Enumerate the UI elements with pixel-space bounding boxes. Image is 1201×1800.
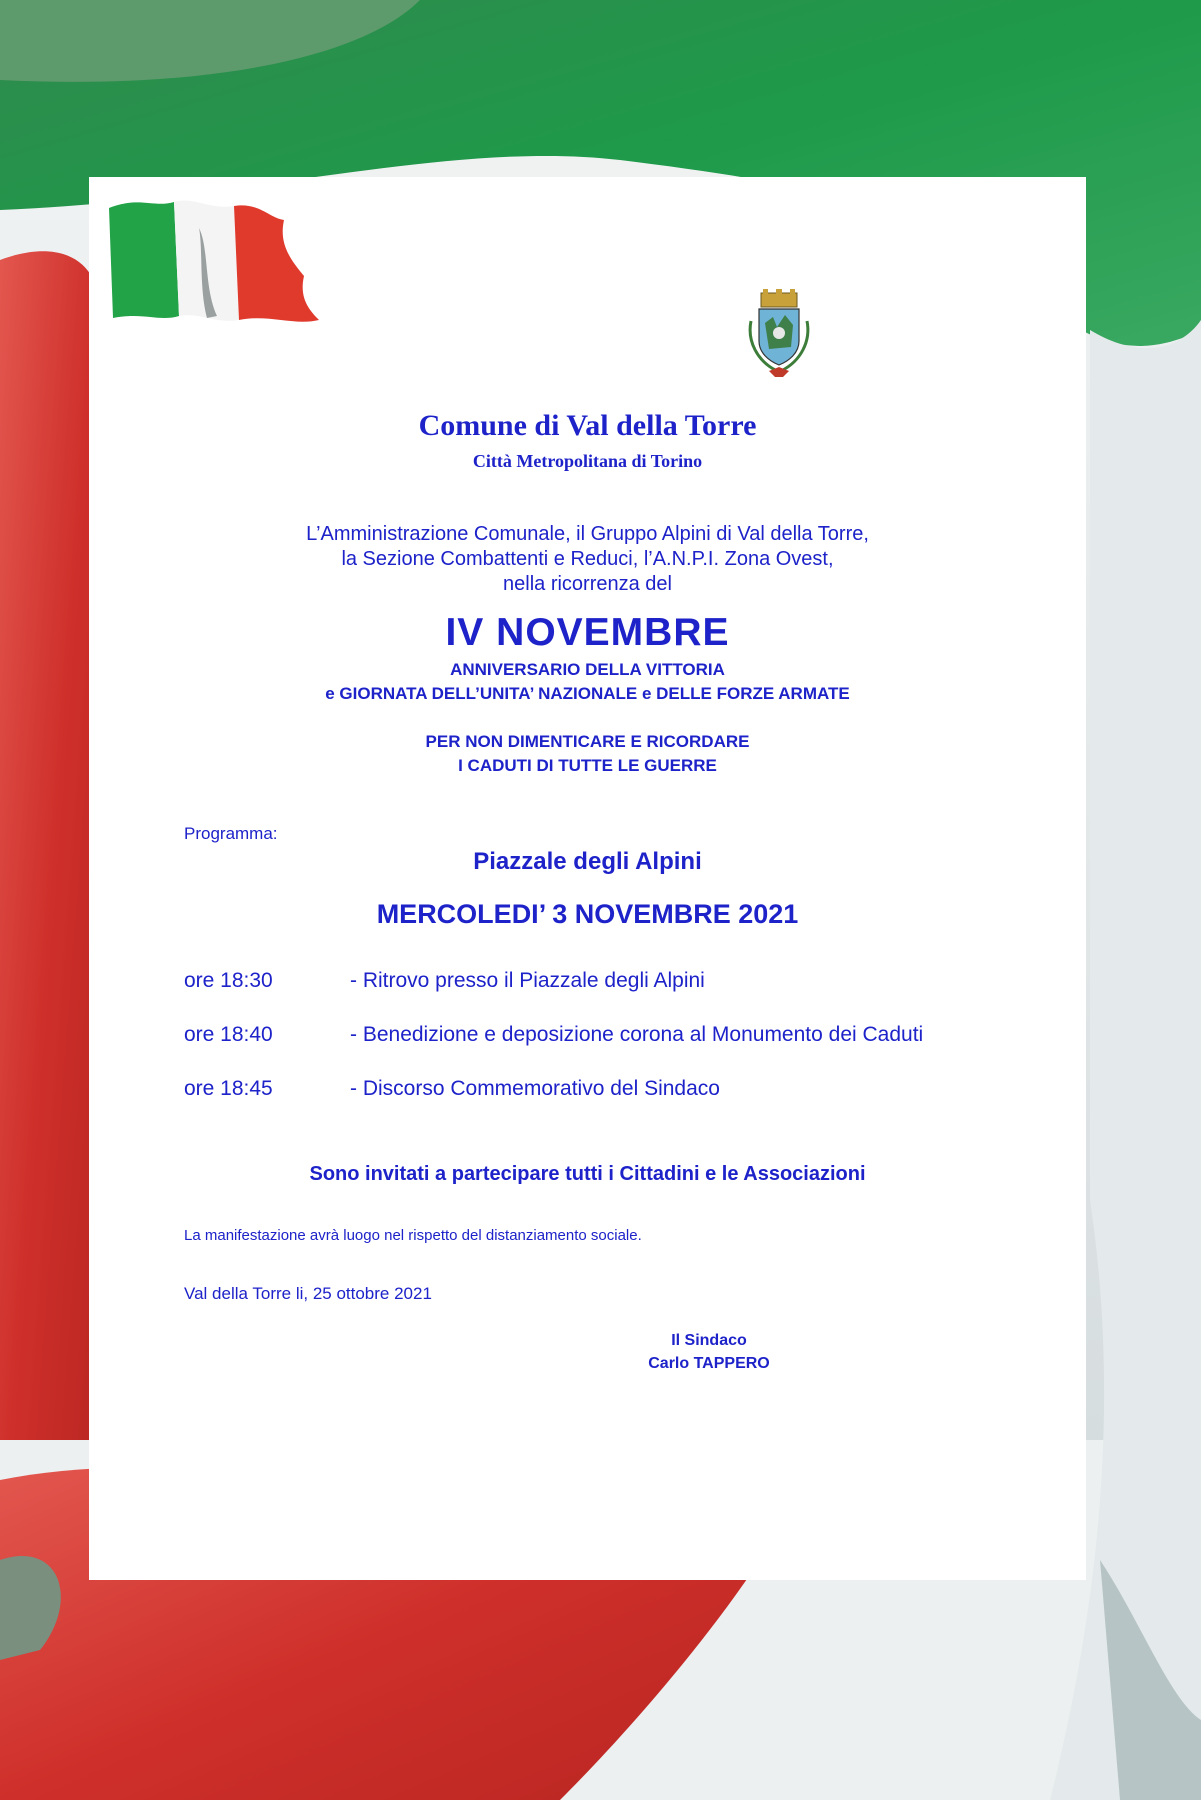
schedule-time: ore 18:40: [184, 1023, 273, 1046]
signature-role: Il Sindaco: [671, 1332, 747, 1349]
motto-line-1: PER NON DIMENTICARE E RICORDARE: [425, 732, 750, 751]
invitation-text: Sono invitati a partecipare tutti i Cittadini e le Associazioni: [309, 1163, 866, 1185]
schedule-description: - Ritrovo presso il Piazzale degli Alpini: [350, 969, 705, 992]
notice-sheet: [89, 177, 1086, 1580]
program-location: Piazzale degli Alpini: [473, 848, 702, 875]
schedule-time: ore 18:45: [184, 1077, 273, 1100]
place-and-date: Val della Torre li, 25 ottobre 2021: [184, 1284, 432, 1303]
event-title: IV NOVEMBRE: [445, 611, 730, 654]
citta-subtitle: Città Metropolitana di Torino: [472, 451, 703, 471]
schedule-time: ore 18:30: [184, 969, 273, 992]
motto-line-2: I CADUTI DI TUTTE LE GUERRE: [458, 756, 717, 775]
intro-line-2: la Sezione Combattenti e Reduci, l’A.N.P.I. Zona Ovest,: [341, 548, 834, 570]
distancing-note: La manifestazione avrà luogo nel rispetto del distanziamento sociale.: [184, 1227, 642, 1244]
program-label: Programma:: [184, 824, 278, 843]
intro-line-3: nella ricorrenza del: [503, 573, 672, 595]
schedule-description: - Benedizione e deposizione corona al Monumento dei Caduti: [350, 1023, 924, 1046]
program-date: MERCOLEDI’ 3 NOVEMBRE 2021: [376, 899, 799, 929]
event-subtitle-2: e GIORNATA DELL’UNITA’ NAZIONALE e DELLE FORZE ARMATE: [325, 684, 850, 703]
comune-title: Comune di Val della Torre: [418, 409, 757, 442]
event-subtitle-1: ANNIVERSARIO DELLA VITTORIA: [450, 660, 725, 679]
italian-flag-icon: [99, 188, 324, 338]
intro-line-1: L’Amministrazione Comunale, il Gruppo Alpini di Val della Torre,: [306, 523, 869, 545]
signature-name: Carlo TAPPERO: [648, 1355, 770, 1372]
schedule-description: - Discorso Commemorativo del Sindaco: [350, 1077, 720, 1100]
municipal-crest-icon: [739, 289, 819, 381]
